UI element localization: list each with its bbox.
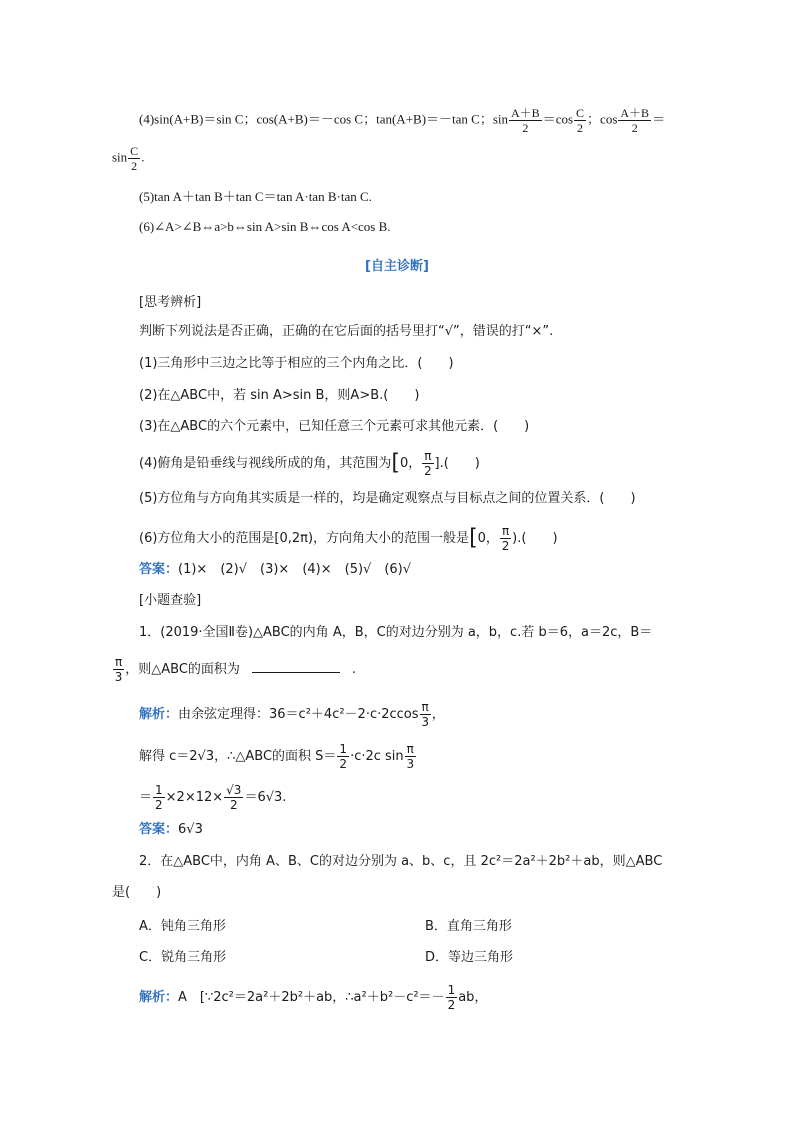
solution-label: 解析： xyxy=(139,707,179,722)
q1-line2: $\frac{\pi}{3}$ ，则△ABC的面积为 . xyxy=(114,655,357,684)
q2-option-c: C．锐角三角形 xyxy=(139,950,227,965)
think-answer: 答案：(1)× (2)√ (3)× (4)× (5)√ (6)√ xyxy=(139,562,412,577)
think-instruction: 判断下列说法是否正确，正确的在它后面的括号里打“√”，错误的打“×”. xyxy=(139,324,554,339)
q2-option-b: B．直角三角形 xyxy=(425,919,512,934)
think-item-3: (3)在△ABC的六个元素中，已知任意三个元素可求其他元素．( ) xyxy=(139,419,530,434)
think-item-5: (5)方位角与方向角其实质是一样的，均是确定观察点与目标点之间的位置关系．( ) xyxy=(139,491,636,506)
answer-label: 答案： xyxy=(139,562,179,577)
q1-line1: 1．(2019·全国Ⅱ卷)△ABC的内角 A，B，C的对边分别为 a，b，c.若 b＝6，a＝2c，B＝ xyxy=(139,625,653,640)
answer-label: 答案： xyxy=(139,822,179,837)
formula-4-continuation: sin $\frac{C}{2}$ . xyxy=(112,144,145,173)
think-label: [思考辨析] xyxy=(139,295,202,310)
q2-option-d: D．等边三角形 xyxy=(425,950,514,965)
quiz-label: [小题查验] xyxy=(139,593,202,608)
fraction: $\frac{A+B}{2}$ xyxy=(620,106,650,135)
fraction: $\frac{\pi}{2}$ xyxy=(501,524,510,553)
q1-answer: 答案：6√3 xyxy=(139,822,203,837)
solution-label: 解析： xyxy=(139,990,179,1005)
fraction: $\frac{A+B}{2}$ xyxy=(511,106,540,135)
answer-blank xyxy=(252,660,340,673)
fraction: $\frac{1}{2}$ xyxy=(339,742,348,771)
q2-option-a: A．钝角三角形 xyxy=(139,919,226,934)
section-title: [自主诊断] xyxy=(365,259,429,274)
fraction: $\frac{√3}{2}$ xyxy=(226,783,242,812)
q2-line1: 2．在△ABC中，内角 A、B、C的对边分别为 a、b、c，且 2c²＝2a²＋2b²＋ab，则△ABC xyxy=(139,854,663,869)
fraction: $\frac{C}{2}$ xyxy=(576,106,585,135)
fraction: $\frac{1}{2}$ xyxy=(155,783,163,812)
think-item-2: (2)在△ABC中，若 sin A>sin B，则A>B.( ) xyxy=(139,388,420,403)
think-item-6: (6)方位角大小的范围是[0,2π)，方向角大小的范围一般是[0， $\frac{\pi}{2}$ ).( ) xyxy=(139,524,558,553)
q2-line2: 是( ) xyxy=(112,885,162,900)
fraction: $\frac{\pi}{3}$ xyxy=(406,742,415,771)
q2-solution: 解析：A [∵2c²＝2a²＋2b²＋ab，∴a²＋b²－c²＝－ $\frac{1}{2}$ ab， xyxy=(139,983,488,1012)
fraction: $\frac{\pi}{3}$ xyxy=(421,700,429,729)
think-item-1: (1)三角形中三边之比等于相应的三个内角之比．( ) xyxy=(139,356,454,371)
fraction: $\frac{1}{2}$ xyxy=(447,983,456,1012)
think-item-4: (4)俯角是铅垂线与视线所成的角，其范围为[0， $\frac{\pi}{2}$ ].( ) xyxy=(139,449,480,478)
q1-solution-1: 解析：由余弦定理得：36＝c²＋4c²－2·c·2ccos $\frac{\pi}{3}$ ， xyxy=(139,700,445,729)
fraction: $\frac{\pi}{3}$ xyxy=(114,655,123,684)
q1-solution-2: 解得 c＝2√3，∴△ABC的面积 S＝ $\frac{1}{2}$ ·c·2c sin $\frac{\pi}{3}$ xyxy=(139,742,415,771)
formula-6: (6)∠A>∠B⇔a>b⇔sin A>sin B⇔cos A<cos B. xyxy=(139,219,391,234)
fraction: $\frac{C}{2}$ xyxy=(130,144,139,173)
fraction: $\frac{\pi}{2}$ xyxy=(424,449,432,478)
formula-5: (5)tan A＋tan B＋tan C＝tan A·tan B·tan C. xyxy=(139,189,372,204)
formula-4: (4)sin(A+B)＝sin C；cos(A+B)＝－cos C；tan(A+B)＝－tan C；sin $\frac{A+B}{2}$ ＝cos $\frac{C}{2}$ ；cos $\frac{A+B}{2}$ ＝ xyxy=(139,106,666,135)
q1-solution-3: ＝ $\frac{1}{2}$ ×2×12× $\frac{√3}{2}$ ＝6√3. xyxy=(139,783,287,812)
